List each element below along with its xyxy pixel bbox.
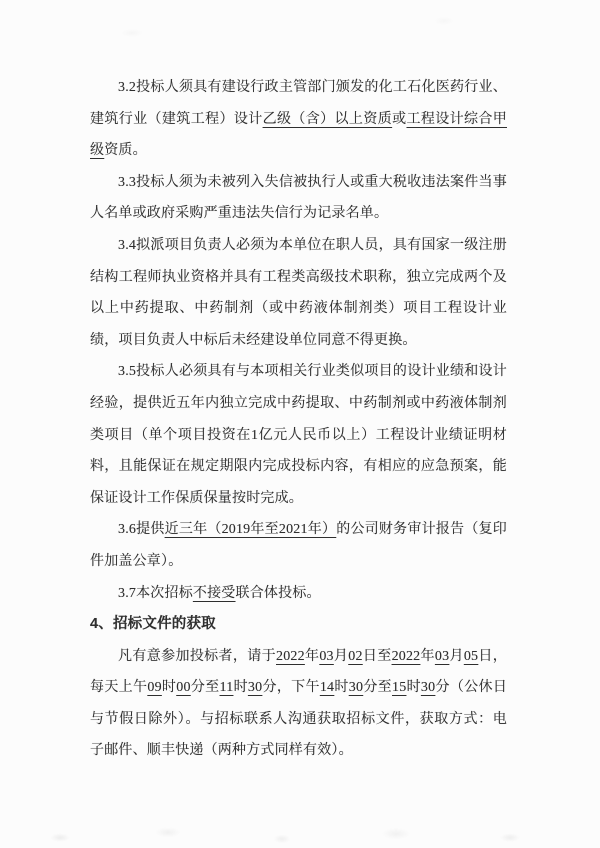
underlined-text-run: 不接受	[192, 585, 236, 601]
underlined-text-run: 03	[434, 648, 450, 664]
text-run: 4、招标文件的获取	[90, 616, 216, 633]
text-run: 分至	[190, 680, 220, 696]
underlined-text-run: 09	[147, 680, 162, 696]
text-run: 分至	[363, 680, 393, 696]
paragraph-clause-3-3	[90, 167, 507, 230]
underlined-text-run: 05	[463, 648, 479, 664]
underlined-text-run: 近三年（2019年至2021年）	[164, 522, 337, 538]
text-run: 时	[406, 680, 421, 696]
text-run: 联合体投标。	[235, 585, 321, 601]
text-run: 日，每天上午	[90, 648, 507, 696]
text-run: 或	[392, 111, 407, 127]
text-run: 月	[333, 648, 349, 664]
underlined-text-run: 30	[348, 680, 364, 696]
section-4-heading	[90, 609, 507, 641]
text-run: 资质。	[104, 143, 147, 159]
underlined-text-run: 14	[319, 680, 335, 696]
underlined-text-run: 2022	[391, 648, 421, 664]
underlined-text-run: 00	[176, 680, 191, 696]
text-run: 3.5投标人必须具有与本项相关行业类似项目的设计业绩和设计经验，提供近五年内独立完成中药提取、中药制剂或中药液体制剂类项目（单个项目投资在1亿元人民币以上）工程设计业绩证明材料，且能保证在规定期限内完成投标内容，有相应的应急预案，能保证设计工作保质保量按时完成。	[90, 364, 507, 506]
underlined-text-run: 2022	[276, 648, 305, 664]
underlined-text-run: 30	[247, 680, 263, 696]
paragraph-clause-3-5	[90, 356, 507, 514]
underlined-text-run: 30	[420, 680, 436, 696]
text-run: 年	[420, 648, 435, 664]
text-run: 分（公休日与节假日除外）。与招标联系人沟通获取招标文件，获取方式：电子邮件、顺丰快递（两种方式同样有效）。	[90, 680, 508, 759]
underlined-text-run: 15	[392, 680, 407, 696]
text-run: 3.6提供	[118, 522, 165, 538]
text-run: 3.2投标人须具有建设行政主管部门颁发的化工石化医药行业、建筑行业（建筑工程）设计	[90, 80, 507, 127]
text-run: 3.3投标人须为未被列入失信被执行人或重大税收违法案件当事人名单或政府采购严重违法失信行为记录名单。	[90, 174, 507, 222]
text-run: 时	[161, 680, 177, 696]
text-run: 年	[304, 648, 320, 664]
text-run: 时	[233, 680, 248, 696]
paragraph-clause-3-7	[90, 578, 507, 610]
underlined-text-run: 乙级（含）以上资质	[262, 111, 393, 127]
text-run: 3.4拟派项目负责人必须为本单位在职人员，具有国家一级注册结构工程师执业资格并具有工程类高级技术职称，独立完成两个及以上中药提取、中药制剂（或中药液体制剂类）项目工程设计业绩，项目负责人中标后未经建设单位同意不得更换。	[90, 237, 507, 348]
text-run: 3.7本次招标	[118, 585, 193, 601]
text-run: 的公司财务审计报告（复印件加盖公章）。	[90, 522, 508, 569]
underlined-text-run: 03	[319, 648, 334, 664]
text-run: 凡有意参加投标者，请于	[118, 648, 276, 664]
paragraph-clause-4-1	[90, 641, 507, 767]
text-run: 日至	[362, 648, 392, 664]
paragraph-clause-3-6	[90, 514, 507, 577]
paragraph-clause-3-2	[90, 72, 507, 167]
underlined-text-run: 02	[348, 648, 363, 664]
underlined-text-run: 工程设计综合甲级	[90, 111, 507, 159]
text-run: 分，下午	[262, 680, 320, 696]
text-run: 时	[334, 680, 349, 696]
paragraph-clause-3-4	[90, 230, 507, 356]
underlined-text-run: 11	[219, 680, 234, 696]
text-run: 月	[449, 648, 464, 664]
